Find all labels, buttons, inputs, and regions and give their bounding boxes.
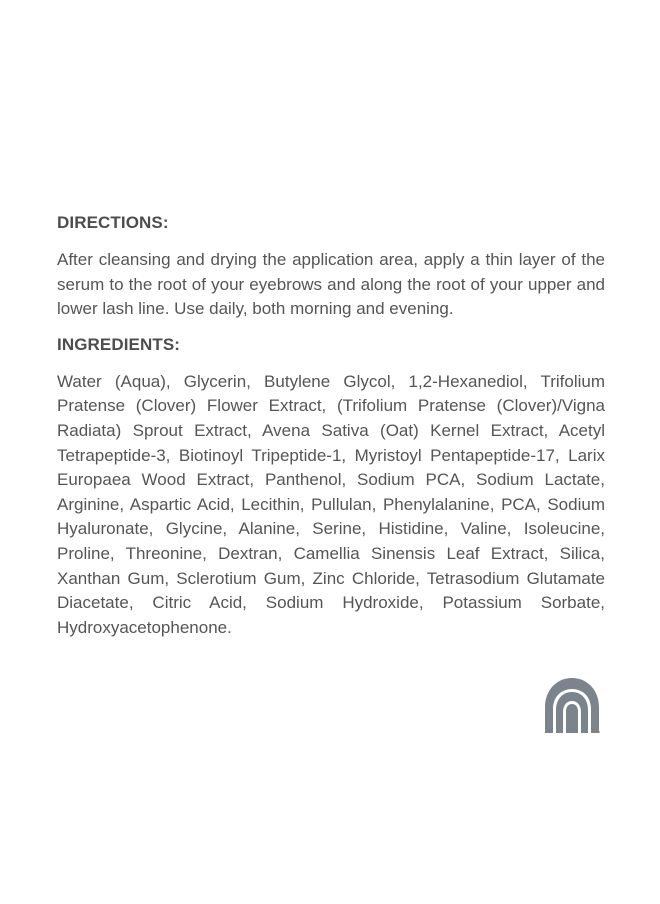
ingredients-heading: INGREDIENTS: (57, 334, 181, 354)
product-info (57, 213, 605, 640)
directions-text: After cleansing and drying the application area, apply a thin layer of the serum to the root of your eyebrows and along the root of your upper and lower lash line. Use daily, both morning and evening. (57, 250, 605, 319)
ingredients-text: Water (Aqua), Glycerin, Butylene Glycol, 1,2-Hexanediol, Trifolium Pratense (Clover) Flower Extract, (Trifolium Pratense (Clover)/Vigna Radiata) Sprout Extract, Avena Sativa (Oat) Kernel Extract, Acetyl Tetrapeptide-3, Biotinoyl Tripeptide-1, Myristoyl Pentapeptide-17, Larix Europaea Wood Extract, Panthenol, Sodium PCA, Sodium Lactate, Arginine, Aspartic Acid, Lecithin, Pullulan, Phenylalanine, PCA, Sodium Hyaluronate, Glycine, Alanine, Serine, Histidine, Valine, Isoleucine, Proline, Threonine, Dextran, Camellia Sinensis Leaf Extract, Silica, Xanthan Gum, Sclerotium Gum, Zinc Chloride, Tetrasodium Glutamate Diacetate, Citric Acid, Sodium Hydroxide, Potassium Sorbate, Hydroxyacetophenone. (57, 371, 605, 637)
directions-heading: DIRECTIONS: (57, 213, 169, 232)
brand-logo-icon (543, 677, 601, 735)
